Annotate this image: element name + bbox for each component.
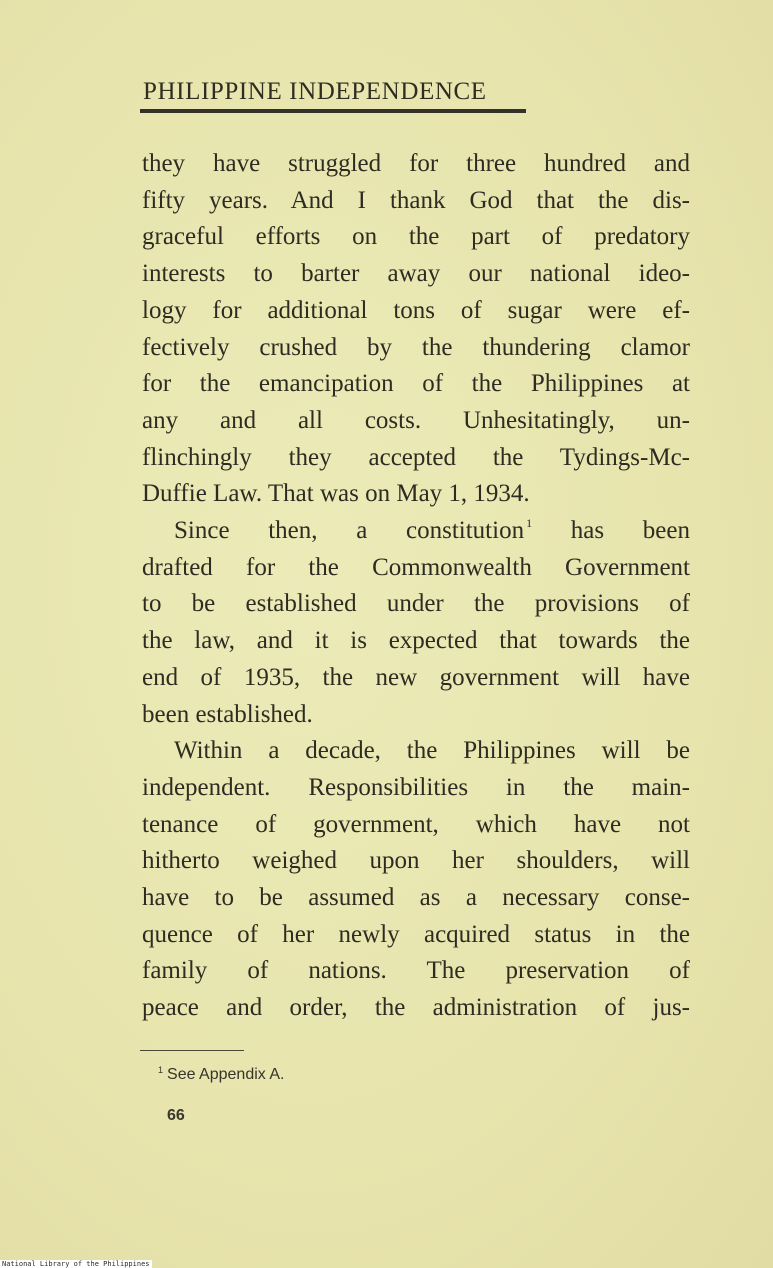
text-line: fectively crushed by the thundering clamor xyxy=(142,333,690,361)
footnote-rule xyxy=(140,1050,244,1051)
text-line: independent. Responsibilities in the main- xyxy=(142,773,690,801)
text-line: hitherto weighed upon her shoulders, will xyxy=(142,847,690,875)
text-line: logy for additional tons of sugar were ef- xyxy=(142,296,690,324)
page-number: 66 xyxy=(167,1107,185,1124)
text-line: drafted for the Commonwealth Government xyxy=(142,553,690,581)
footnote xyxy=(158,1066,284,1084)
footnote-marker: 1 xyxy=(158,1065,164,1075)
text-line: interests to barter away our national ideo- xyxy=(142,260,690,288)
text-line: been established. xyxy=(142,700,313,728)
text-line: Within a decade, the Philippines will be xyxy=(174,737,690,765)
text-line: fifty years. And I thank God that the dis- xyxy=(142,186,690,214)
text-line: any and all costs. Unhesitatingly, un- xyxy=(142,406,690,434)
footnote-text: See Appendix A. xyxy=(167,1066,285,1083)
footnote-reference[interactable]: 1 xyxy=(526,516,533,531)
text-line: the law, and it is expected that towards the xyxy=(142,627,690,655)
library-watermark: National Library of the Philippines xyxy=(2,1260,150,1268)
text-line: to be established under the provisions of xyxy=(142,590,690,618)
body-text xyxy=(142,146,690,1027)
text-fragment: has been xyxy=(532,517,690,545)
text-line: end of 1935, the new government will have xyxy=(142,663,690,691)
text-line: tenance of government, which have not xyxy=(142,810,690,838)
text-line: quence of her newly acquired status in the xyxy=(142,920,690,948)
text-line: for the emancipation of the Philippines at xyxy=(142,370,690,398)
text-line-with-footnote-ref xyxy=(142,513,690,550)
text-line: graceful efforts on the part of predatory xyxy=(142,223,690,251)
text-line: flinchingly they accepted the Tydings-Mc- xyxy=(142,443,690,471)
text-line: they have struggled for three hundred and xyxy=(142,150,690,177)
running-head-rule xyxy=(140,109,526,113)
text-fragment: Since then, a constitution xyxy=(174,517,525,545)
text-line: Duffie Law. That was on May 1, 1934. xyxy=(142,480,530,508)
text-line: family of nations. The preservation of xyxy=(142,957,690,985)
text-line: peace and order, the administration of jus- xyxy=(142,994,690,1022)
running-head: PHILIPPINE INDEPENDENCE xyxy=(143,78,487,105)
text-line: have to be assumed as a necessary conse- xyxy=(142,884,690,912)
